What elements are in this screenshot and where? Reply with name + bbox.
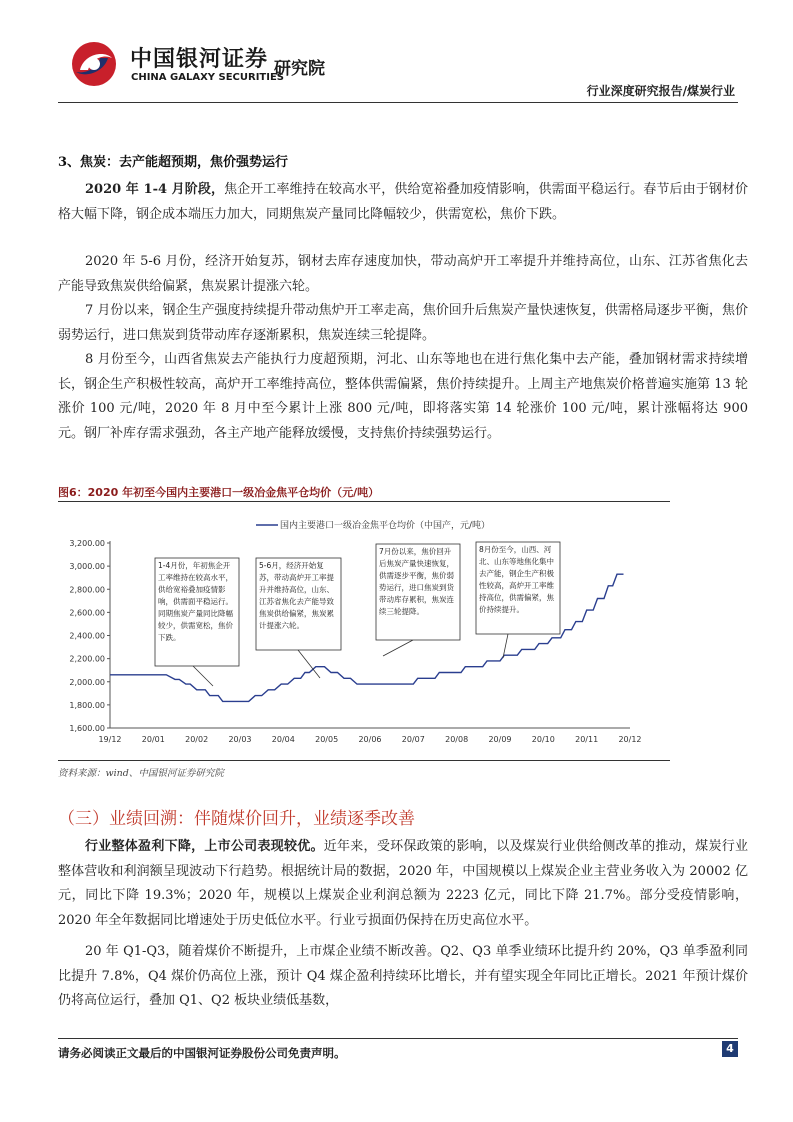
paragraph-text: 近年来，受环保政策的影响，以及煤炭行业供给侧改革的推动，煤炭行业整体营收和利润额呈现波动下行趋势。根据统计局的数据，2020 年，中国规模以上煤炭企业主营业务收入为 20002 亿元，同比下降 19.3%；2020 年，规模以上煤炭企业利润总额为 2223 亿元，同比下降 21.7%。部分受疫情影响，2020 年全年数据同比增速处于历史低位水平。行业亏损面仍保持在历史高位水平。 (58, 839, 748, 928)
paragraph-6 (58, 940, 748, 1014)
paragraph-text: 8 月份至今，山西省焦炭去产能执行力度超预期，河北、山东等地也在进行焦化集中去产能，叠加钢材需求持续增长，钢企生产积极性较高，高炉开工率维持高位，整体供需偏紧，焦价持续提升。上周主产地焦炭价格普遍实施第 13 轮涨价 100 元/吨，2020 年 8 月中至今累计上涨 800 元/吨，即将落实第 14 轮涨价 100 元/吨，累计涨幅将达 900 元。钢厂补库存需求强劲，各主产地产能释放缓慢，支持焦价持续强势运行。 (58, 352, 748, 441)
x-tick-label: 20/02 (185, 735, 209, 744)
paragraph-2 (58, 250, 748, 299)
header-rule (58, 102, 738, 103)
figure-rule-bottom (58, 760, 670, 761)
logo-cn: 中国银河证券 (130, 47, 269, 72)
y-tick-label: 2,400.00 (69, 631, 105, 641)
figure-source: 资料来源：wind、中国银河证券研究院 (58, 768, 224, 779)
paragraph-lead: 行业整体盈利下降，上市公司表现较优。 (85, 839, 324, 854)
paragraph-text: 焦企开工率维持在较高水平，供给宽裕叠加疫情影响，供需面平稳运行。春节后由于钢材价格大幅下降，钢企成本端压力加大，同期焦炭产量同比降幅较少，供需宽松，焦价下跌。 (58, 182, 748, 222)
x-tick-label: 20/03 (228, 735, 252, 744)
subsection-title: 3、焦炭：去产能超预期，焦价强势运行 (58, 155, 289, 170)
x-tick-label: 20/10 (531, 735, 555, 744)
x-tick-label: 20/04 (271, 735, 295, 744)
annotation-leader (193, 666, 213, 686)
coke-price-chart (58, 506, 670, 748)
x-tick-label: 20/09 (488, 735, 512, 744)
x-tick-label: 20/05 (315, 735, 339, 744)
x-tick-label: 20/01 (141, 735, 165, 744)
annotation-text (259, 560, 338, 648)
figure-title: 图6：2020 年初至今国内主要港口一级冶金焦平仓均价（元/吨） (58, 486, 380, 499)
x-tick-label: 20/11 (575, 735, 599, 744)
x-tick-label: 20/12 (618, 735, 642, 744)
report-type: 行业深度研究报告/煤炭行业 (586, 84, 735, 98)
annotation-text (158, 560, 236, 664)
annotation-leader (383, 640, 413, 656)
annotation-leader (298, 650, 320, 678)
annotation-text-body: 1-4月份，年初焦企开工率维持在较高水平，供给宽裕叠加疫情影响，供需面平稳运行。同期焦炭产量同比降幅较少，供需宽松，焦价下跌。 (158, 561, 233, 642)
paragraph-5 (58, 835, 748, 933)
paragraph-text: 20 年 Q1-Q3，随着煤价不断提升，上市煤企业绩不断改善。Q2、Q3 单季业绩环比提升约 20%，Q3 单季盈利同比提升 7.8%，Q4 煤价仍高位上涨，预计 Q4 煤企盈利持续环比增长，并有望实现全年同比正增长。2021 年预计煤价仍将高位运行，叠加 Q1、Q2 板块业绩低基数， (58, 944, 748, 1008)
paragraph-3 (58, 299, 748, 348)
annotation-text-body: 8月份至今，山西、河北、山东等地焦化集中去产能，钢企生产积极性较高，高炉开工率维持高位，供需偏紧，焦价持续提升。 (479, 545, 554, 614)
x-tick-label: 20/06 (358, 735, 382, 744)
y-tick-label: 2,000.00 (69, 677, 105, 687)
section-title: （三）业绩回溯：伴随煤价回升，业绩逐季改善 (58, 809, 415, 829)
footer-disclaimer: 请务必阅读正文最后的中国银河证券股份公司免责声明。 (58, 1046, 346, 1060)
annotation-leader (503, 634, 508, 658)
x-tick-label: 19/12 (98, 735, 122, 744)
legend-label: 国内主要港口一级冶金焦平仓均价（中国产，元/吨） (280, 521, 491, 531)
galaxy-logo-icon (66, 36, 126, 92)
y-tick-label: 2,800.00 (69, 585, 105, 595)
annotation-text-body: 7月份以来，焦价回升后焦炭产量快速恢复，供需逐步平衡，焦价弱势运行，进口焦炭到货带动库存累积，焦炭连续三轮提降。 (379, 547, 454, 616)
paragraph-text: 7 月份以来，钢企生产强度持续提升带动焦炉开工率走高，焦价回升后焦炭产量快速恢复，供需格局逐步平衡，焦价弱势运行，进口焦炭到货带动库存逐渐累积，焦炭连续三轮提降。 (58, 303, 748, 343)
institute-name: 研究院 (274, 59, 325, 79)
y-tick-label: 3,200.00 (69, 539, 105, 548)
y-tick-label: 3,000.00 (69, 562, 105, 572)
logo (58, 36, 358, 92)
footer-rule (58, 1038, 738, 1039)
figure-rule-top (58, 501, 670, 502)
logo-en: CHINA GALAXY SECURITIES (131, 72, 284, 83)
paragraph-text: 2020 年 5-6 月份，经济开始复苏，钢材去库存速度加快，带动高炉开工率提升并维持高位，山东、江苏省焦化去产能导致焦炭供给偏紧，焦炭累计提涨六轮。 (58, 254, 748, 294)
x-tick-label: 20/07 (401, 735, 425, 744)
y-tick-label: 2,200.00 (69, 654, 105, 664)
annotation-text (479, 544, 557, 632)
y-tick-label: 1,600.00 (69, 724, 105, 733)
paragraph-4 (58, 348, 748, 446)
page-number: 4 (722, 1041, 738, 1057)
annotation-text-body: 5-6月，经济开始复苏，带动高炉开工率提升并维持高位，山东、江苏省焦化去产能导致焦炭供给偏紧，焦炭累计提涨六轮。 (259, 561, 334, 630)
x-tick-label: 20/08 (445, 735, 469, 744)
annotation-text (379, 546, 457, 638)
y-tick-label: 2,600.00 (69, 608, 105, 618)
paragraph-lead: 2020 年 1-4 月阶段， (85, 182, 225, 197)
y-tick-label: 1,800.00 (69, 700, 105, 710)
paragraph-1 (58, 178, 748, 227)
